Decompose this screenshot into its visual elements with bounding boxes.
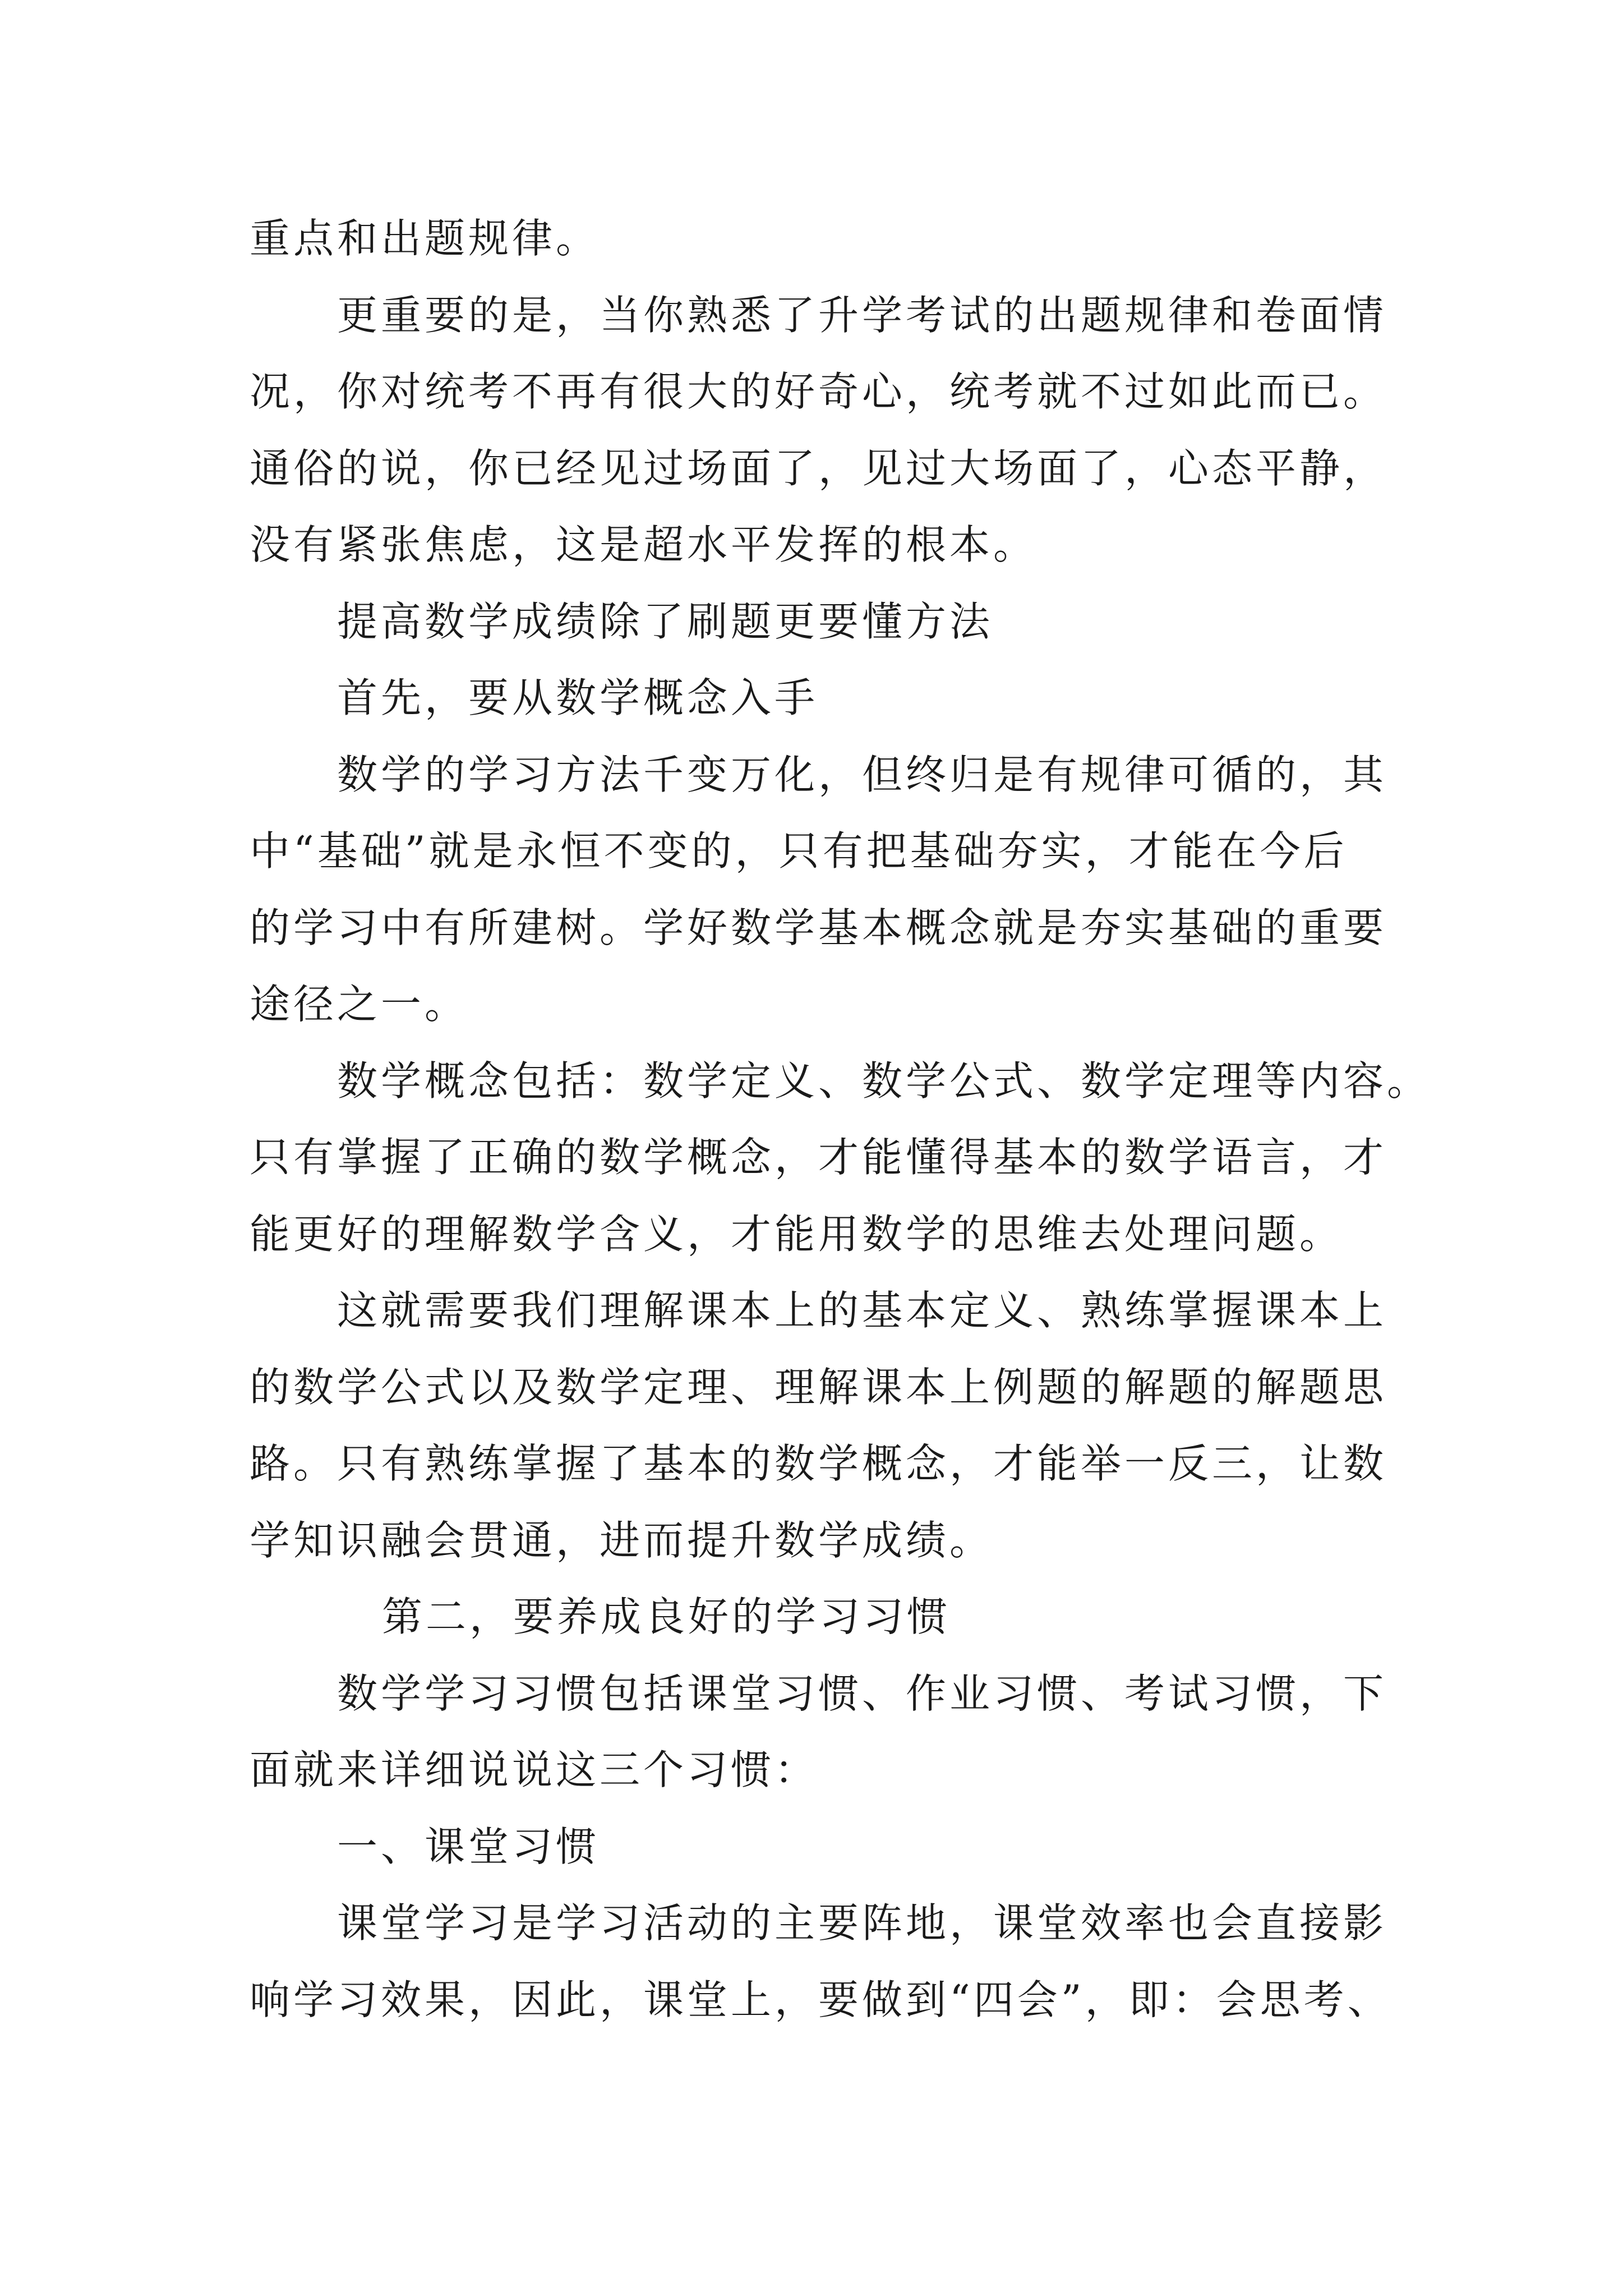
paragraph-line-14: 能更好的理解数学含义，才能用数学的思维去处理问题。	[250, 1211, 1344, 1258]
paragraph-line-15: 这就需要我们理解课本上的基本定义、熟练掌握课本上	[337, 1287, 1387, 1334]
paragraph-line-10: 的学习中有所建树。学好数学基本概念就是夯实基础的重要	[250, 904, 1387, 951]
paragraph-line-16: 的数学公式以及数学定理、理解课本上例题的解题的解题思	[250, 1364, 1387, 1411]
paragraph-line-5: 没有紧张焦虑，这是超水平发挥的根本。	[250, 521, 1038, 568]
section-heading-3: 第二，要养成良好的学习习惯	[382, 1593, 951, 1640]
subsection-heading-1: 一、课堂习惯	[337, 1823, 600, 1870]
paragraph-line-20: 数学学习习惯包括课堂习惯、作业习惯、考试习惯，下	[337, 1670, 1387, 1717]
text-line-1: 重点和出题规律。	[250, 215, 600, 262]
paragraph-line-23: 课堂学习是学习活动的主要阵地，课堂效率也会直接影	[337, 1899, 1387, 1947]
section-heading-2: 首先，要从数学概念入手	[337, 674, 819, 721]
paragraph-line-2: 更重要的是，当你熟悉了升学考试的出题规律和卷面情	[337, 292, 1387, 339]
paragraph-line-13: 只有掌握了正确的数学概念，才能懂得基本的数学语言，才	[250, 1134, 1387, 1181]
paragraph-line-21: 面就来详细说说这三个习惯：	[250, 1746, 819, 1793]
paragraph-line-9: 中“基础”就是永恒不变的，只有把基础夯实，才能在今后	[250, 827, 1348, 875]
paragraph-line-11: 途径之一。	[250, 981, 469, 1028]
paragraph-line-24: 响学习效果，因此，课堂上，要做到“四会”，即：会思考、	[250, 1976, 1391, 2023]
paragraph-line-12: 数学概念包括：数学定义、数学公式、数学定理等内容。	[337, 1057, 1431, 1105]
paragraph-line-4: 通俗的说，你已经见过场面了，见过大场面了，心态平静，	[250, 445, 1387, 492]
paragraph-line-8: 数学的学习方法千变万化，但终归是有规律可循的，其	[337, 751, 1387, 798]
paragraph-line-18: 学知识融会贯通，进而提升数学成绩。	[250, 1517, 994, 1564]
paragraph-line-3: 况，你对统考不再有很大的好奇心，统考就不过如此而已。	[250, 368, 1387, 415]
section-heading-1: 提高数学成绩除了刷题更要懂方法	[337, 598, 994, 645]
paragraph-line-17: 路。只有熟练掌握了基本的数学概念，才能举一反三，让数	[250, 1440, 1387, 1487]
